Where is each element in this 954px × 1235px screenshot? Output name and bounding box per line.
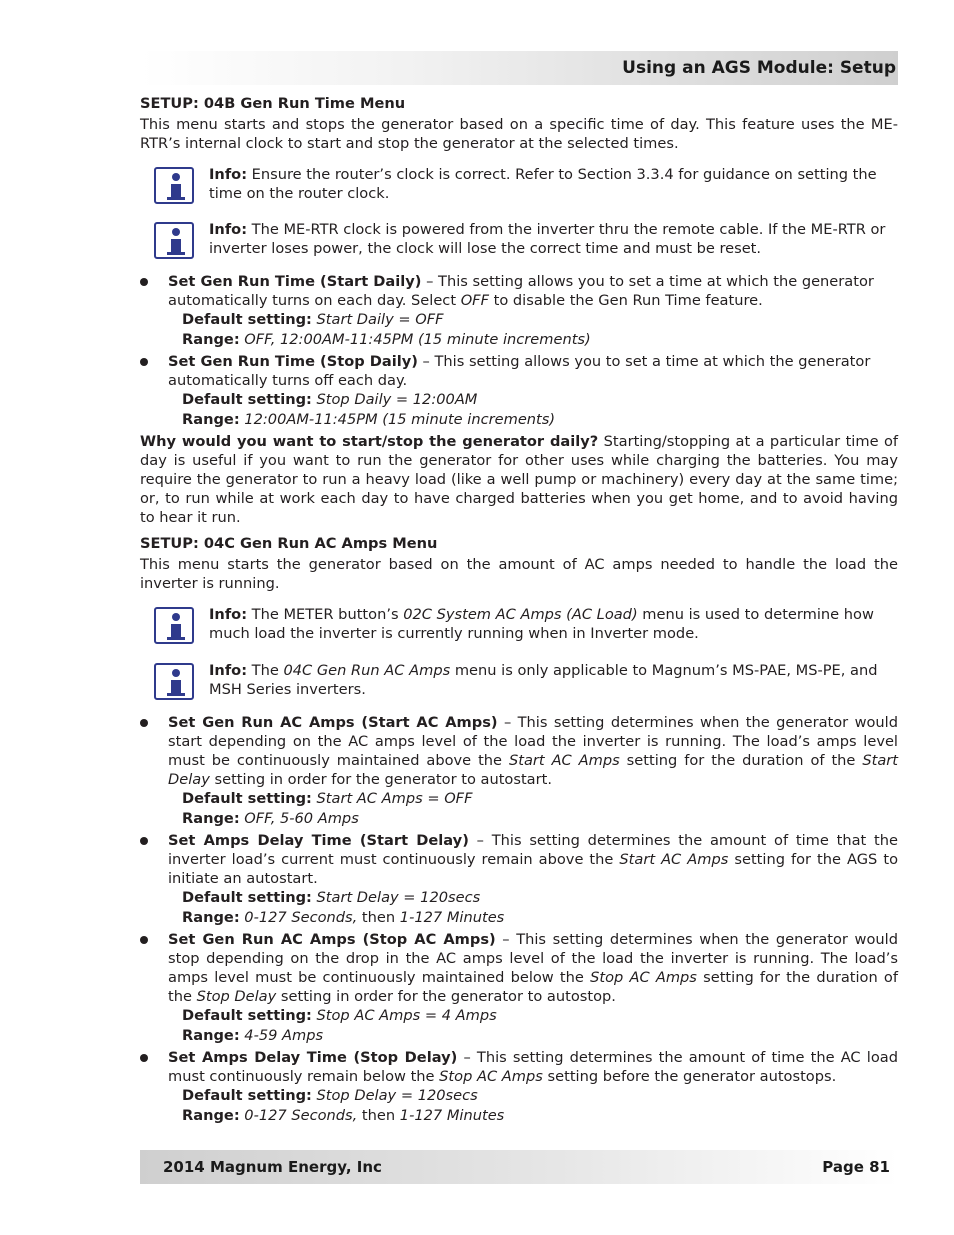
- list-item: [140, 930, 898, 1006]
- info-text: menu is used to determine how much load the inverter is currently running when in Inverter mode.: [209, 606, 874, 642]
- range-connector: then: [357, 909, 400, 926]
- section-heading-04c: SETUP: 04C Gen Run AC Amps Menu: [140, 535, 438, 552]
- default-label: Default setting:: [182, 790, 312, 807]
- setting-title: Set Gen Run AC Amps (Stop AC Amps): [168, 931, 496, 948]
- why-paragraph: [140, 432, 898, 527]
- list-item: [140, 831, 898, 888]
- range-label: Range:: [182, 331, 240, 348]
- setting-term: Stop AC Amps: [590, 969, 697, 986]
- range-setting: [140, 1026, 898, 1046]
- info-icon: [154, 607, 194, 644]
- setting-title: Set Gen Run Time (Start Daily): [168, 273, 422, 290]
- list-item: [140, 352, 898, 390]
- info-note: [140, 165, 898, 205]
- setting-description: – This setting allows you to set a time at which the generator automatically turns off each day.: [168, 353, 871, 389]
- bullet-icon: [140, 278, 148, 286]
- setting-description: – This setting allows you to set a time at which the generator automatically turns on each day. Select: [168, 273, 874, 309]
- setting-description: setting for the AGS to initiate an autostart.: [168, 851, 898, 887]
- page-title: Using an AGS Module: Setup: [622, 58, 896, 78]
- range-label: Range:: [182, 909, 240, 926]
- footer-bar: [140, 1150, 898, 1184]
- info-note: [140, 220, 898, 260]
- default-label: Default setting:: [182, 1007, 312, 1024]
- default-value: Stop AC Amps = 4 Amps: [316, 1007, 497, 1024]
- range-setting: [140, 410, 898, 430]
- setting-title: Set Gen Run AC Amps (Start AC Amps): [168, 714, 498, 731]
- info-label: Info:: [209, 662, 248, 679]
- range-value: 1-127 Minutes: [399, 909, 505, 926]
- default-setting: [140, 310, 898, 330]
- setting-description: – This setting determines when the generator would start depending on the AC amps level of the load the inverter is running. The load’s amps level must be continuously maintained above the: [168, 714, 898, 769]
- info-text: menu is only applicable to Magnum’s MS-PAE, MS-PE, and MSH Series inverters.: [209, 662, 878, 698]
- setting-title: Set Gen Run Time (Stop Daily): [168, 353, 418, 370]
- default-setting: [140, 390, 898, 410]
- range-value: 12:00AM-11:45PM (15 minute increments): [244, 411, 556, 428]
- range-setting: [140, 809, 898, 829]
- setting-description: – This setting determines the amount of time that the inverter load’s current must continuously remain above the: [168, 832, 899, 868]
- footer-company: 2014 Magnum Energy, Inc: [163, 1158, 382, 1176]
- info-note: [140, 661, 898, 701]
- setting-title: Set Amps Delay Time (Stop Delay): [168, 1049, 458, 1066]
- range-label: Range:: [182, 810, 240, 827]
- list-item: [140, 1048, 898, 1086]
- list-item: [140, 272, 898, 310]
- info-label: Info:: [209, 606, 248, 623]
- bullet-icon: [140, 358, 148, 366]
- default-setting: [140, 789, 898, 809]
- info-note: [140, 605, 898, 645]
- setting-term: Stop AC Amps: [439, 1068, 543, 1085]
- info-term: 02C System AC Amps (AC Load): [403, 606, 638, 623]
- info-icon: [154, 222, 194, 259]
- section-intro-04b: This menu starts and stops the generator based on a specific time of day. This feature uses the ME-RTR’s internal clock to start and stop the generator at the selected times.: [140, 116, 898, 152]
- setting-description: setting for the duration of the: [168, 969, 899, 1005]
- range-value: 1-127 Minutes: [399, 1107, 505, 1124]
- bullet-icon: [140, 837, 148, 845]
- info-label: Info:: [209, 221, 248, 238]
- page-number: Page 81: [822, 1158, 890, 1176]
- range-value: 4-59 Amps: [244, 1027, 324, 1044]
- default-setting: [140, 1086, 898, 1106]
- range-value: 0-127 Seconds,: [244, 1107, 358, 1124]
- setting-term: Stop Delay: [196, 988, 277, 1005]
- range-label: Range:: [182, 411, 240, 428]
- page-content: [140, 94, 898, 1126]
- info-icon: [154, 167, 194, 204]
- default-label: Default setting:: [182, 391, 312, 408]
- info-text: The ME-RTR clock is powered from the inverter thru the remote cable. If the ME-RTR or inverter loses power, the clock will lose the correct time and must be reset.: [209, 221, 886, 257]
- default-value: Stop Delay = 120secs: [316, 1087, 478, 1104]
- default-label: Default setting:: [182, 311, 312, 328]
- setting-description: – This setting determines when the generator would stop depending on the drop in the AC amps level of the load the inverter is running. The load’s amps level must be continuously maintained below the: [168, 931, 898, 986]
- bullet-icon: [140, 936, 148, 944]
- default-value: Stop Daily = 12:00AM: [316, 391, 478, 408]
- section-intro-04c: This menu starts the generator based on the amount of AC amps needed to handle the load the inverter is running.: [140, 556, 898, 592]
- setting-description: to disable the Gen Run Time feature.: [488, 292, 763, 309]
- setting-description: – This setting determines the amount of time the AC load must continuously remain below the: [168, 1049, 898, 1085]
- setting-term: Start AC Amps: [508, 752, 620, 769]
- info-text: Ensure the router’s clock is correct. Refer to Section 3.3.4 for guidance on setting the time on the router clock.: [209, 166, 877, 202]
- info-text: The: [247, 662, 284, 679]
- default-label: Default setting:: [182, 889, 312, 906]
- default-value: Start Delay = 120secs: [316, 889, 481, 906]
- default-setting: [140, 888, 898, 908]
- default-value: Start Daily = OFF: [316, 311, 444, 328]
- default-value: Start AC Amps = OFF: [316, 790, 473, 807]
- section-heading-04b: SETUP: 04B Gen Run Time Menu: [140, 95, 406, 112]
- info-term: 04C Gen Run AC Amps: [283, 662, 451, 679]
- setting-description: setting before the generator autostops.: [542, 1068, 837, 1085]
- range-label: Range:: [182, 1107, 240, 1124]
- range-setting: [140, 330, 898, 350]
- bullet-icon: [140, 719, 148, 727]
- range-connector: then: [357, 1107, 400, 1124]
- bullet-icon: [140, 1054, 148, 1062]
- why-question: Why would you want to start/stop the generator daily?: [140, 433, 599, 450]
- info-text: The METER button’s: [247, 606, 404, 623]
- range-value: OFF, 12:00AM-11:45PM (15 minute increments): [244, 331, 591, 348]
- info-label: Info:: [209, 166, 248, 183]
- default-label: Default setting:: [182, 1087, 312, 1104]
- range-value: 0-127 Seconds,: [244, 909, 358, 926]
- range-setting: [140, 908, 898, 928]
- default-setting: [140, 1006, 898, 1026]
- setting-description: setting for the duration of the: [619, 752, 863, 769]
- setting-title: Set Amps Delay Time (Start Delay): [168, 832, 469, 849]
- range-label: Range:: [182, 1027, 240, 1044]
- setting-term: OFF: [460, 292, 489, 309]
- why-text: Starting/stopping at a particular time of day is useful if you want to run the generator for other uses while charging the batteries. You may require the generator to run a heavy load (like a well pump or machinery) every day at the same time; or, to run while at work each day to have charged batteries when you get home, and to avoid having to hear it run.: [140, 433, 899, 526]
- setting-term: Start AC Amps: [619, 851, 729, 868]
- setting-term: Start Delay: [168, 752, 898, 788]
- range-value: OFF, 5-60 Amps: [244, 810, 359, 827]
- range-setting: [140, 1106, 898, 1126]
- info-icon: [154, 663, 194, 700]
- setting-description: setting in order for the generator to autostart.: [209, 771, 552, 788]
- header-bar: [140, 51, 898, 85]
- setting-description: setting in order for the generator to autostop.: [276, 988, 616, 1005]
- list-item: [140, 713, 898, 789]
